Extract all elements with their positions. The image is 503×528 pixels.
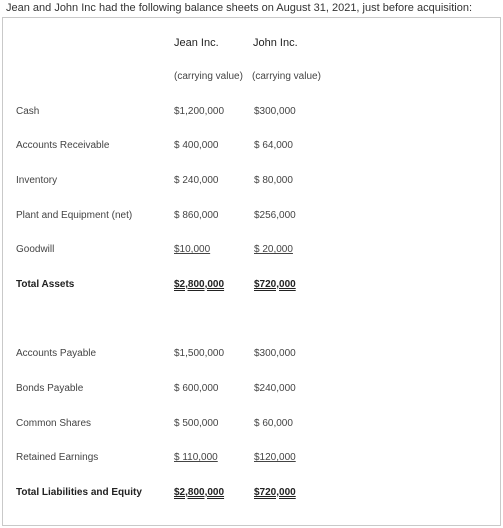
row-label-retained-earnings: Retained Earnings — [16, 452, 99, 463]
row-label-bonds-payable: Bonds Payable — [16, 383, 84, 394]
row-label-cash: Cash — [16, 106, 40, 117]
value-jean-cash: $1,200,000 — [174, 106, 225, 117]
intro-text: Jean and John Inc had the following balance sheets on August 31, 2021, just before acquisition: — [6, 2, 472, 14]
value-jean-common-shares: $ 500,000 — [174, 418, 219, 429]
value-john-plant-equipment: $256,000 — [254, 210, 296, 221]
row-label-inventory: Inventory — [16, 175, 58, 186]
row-label-accounts-receivable: Accounts Receivable — [16, 140, 110, 151]
value-jean-retained-earnings: $ 110,000 — [174, 452, 218, 463]
row-label-goodwill: Goodwill — [16, 244, 55, 255]
row-label-total-liabilities-equity: Total Liabilities and Equity — [16, 487, 142, 498]
value-john-cash: $300,000 — [254, 106, 296, 117]
column-header-jean: Jean Inc. — [174, 37, 219, 49]
value-john-inventory: $ 80,000 — [254, 175, 293, 186]
value-john-total-liabilities-equity: $720,000 — [254, 487, 296, 498]
value-john-goodwill: $ 20,000 — [254, 244, 293, 255]
row-label-plant-equipment: Plant and Equipment (net) — [16, 210, 133, 221]
value-jean-accounts-payable: $1,500,000 — [174, 348, 225, 359]
value-john-bonds-payable: $240,000 — [254, 383, 296, 394]
value-john-accounts-receivable: $ 64,000 — [254, 140, 293, 151]
value-jean-plant-equipment: $ 860,000 — [174, 210, 219, 221]
value-jean-accounts-receivable: $ 400,000 — [174, 140, 219, 151]
row-label-common-shares: Common Shares — [16, 418, 92, 429]
balance-sheet-table — [2, 17, 501, 526]
row-label-accounts-payable: Accounts Payable — [16, 348, 97, 359]
value-john-retained-earnings: $120,000 — [254, 452, 296, 463]
value-jean-total-liabilities-equity: $2,800,000 — [174, 487, 225, 498]
column-subtitle-jean: (carrying value) — [174, 71, 243, 82]
value-jean-bonds-payable: $ 600,000 — [174, 383, 219, 394]
value-john-total-assets: $720,000 — [254, 279, 296, 290]
value-john-accounts-payable: $300,000 — [254, 348, 296, 359]
value-jean-inventory: $ 240,000 — [174, 175, 219, 186]
row-label-total-assets: Total Assets — [16, 279, 75, 290]
column-header-john: John Inc. — [253, 37, 298, 49]
value-jean-total-assets: $2,800,000 — [174, 279, 225, 290]
value-jean-goodwill: $10,000 — [174, 244, 211, 255]
value-john-common-shares: $ 60,000 — [254, 418, 293, 429]
column-subtitle-john: (carrying value) — [252, 71, 321, 82]
